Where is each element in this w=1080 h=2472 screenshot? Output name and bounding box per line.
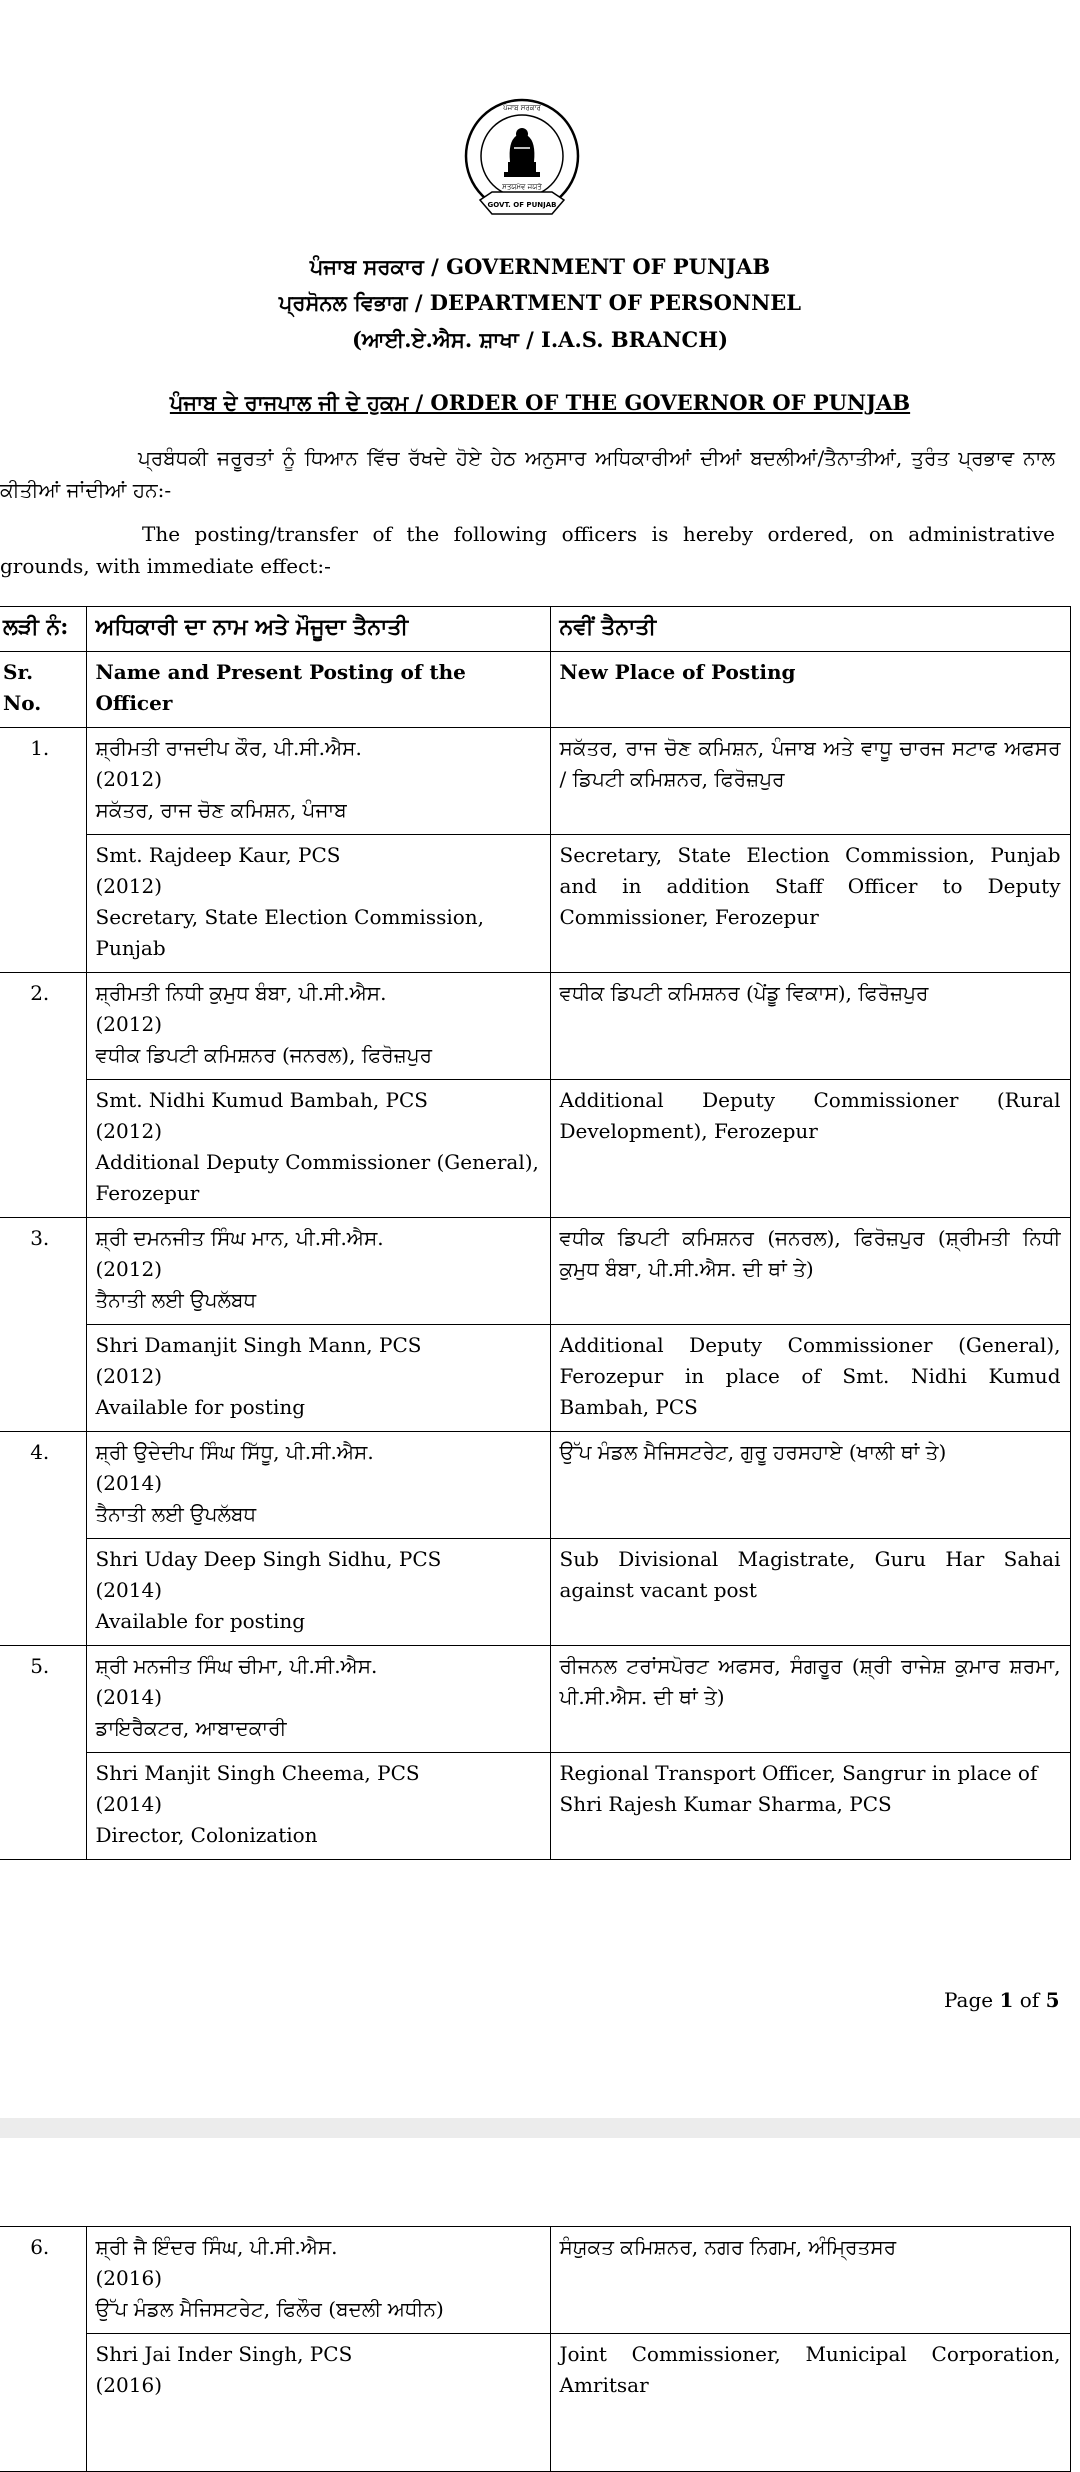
officer-english — [86, 1080, 550, 1218]
present-posting: Director, Colonization — [95, 1823, 318, 1847]
serial-number: 4. — [0, 1432, 86, 1646]
officer-name: Shri Jai Inder Singh, PCS — [95, 2342, 353, 2366]
officer-batch: (2012) — [95, 874, 163, 898]
officer-english — [86, 1325, 550, 1432]
officer-punjabi — [86, 1646, 550, 1753]
table-row — [0, 973, 1070, 1080]
new-posting: ਰੀਜਨਲ ਟਰਾਂਸਪੋਰਟ ਅਫਸਰ, ਸੰਗਰੂਰ (ਸ਼੍ਰੀ ਰਾਜੇਸ਼ ਕੁਮਾਰ ਸ਼ਰਮਾ, ਪੀ.ਸੀ.ਐਸ. ਦੀ ਥਾਂ ਤੇ) — [550, 1646, 1070, 1753]
new-posting: ਸੰਯੁਕਤ ਕਮਿਸ਼ਨਰ, ਨਗਰ ਨਿਗਮ, ਅੰਮ੍ਰਿਤਸਰ — [550, 2227, 1070, 2334]
officer-batch: (2016) — [95, 2266, 163, 2290]
officer-name: Smt. Rajdeep Kaur, PCS — [95, 843, 341, 867]
officer-batch: (2014) — [95, 1471, 163, 1495]
officer-name: Shri Damanjit Singh Mann, PCS — [95, 1333, 422, 1357]
table-header-row-english — [0, 652, 1070, 728]
table-row — [0, 1753, 1070, 1860]
officer-name: ਸ਼੍ਰੀ ਮਨਜੀਤ ਸਿੰਘ ਚੀਮਾ, ਪੀ.ਸੀ.ਐਸ. — [95, 1654, 378, 1678]
present-posting: ਸਕੱਤਰ, ਰਾਜ ਚੋਣ ਕਮਿਸ਼ਨ, ਪੰਜਾਬ — [95, 798, 347, 822]
header-name-english: Name and Present Posting of the Officer — [86, 652, 550, 728]
new-posting: Additional Deputy Commissioner (General), Ferozepur in place of Smt. Nidhi Kumud Bambah, PCS — [550, 1325, 1070, 1432]
present-posting: Available for posting — [95, 1395, 306, 1419]
table-row — [0, 1646, 1070, 1753]
present-posting: Available for posting — [95, 1609, 306, 1633]
present-posting: ਡਾਇਰੈਕਟਰ, ਆਬਾਦਕਾਰੀ — [95, 1716, 287, 1740]
new-posting: ਵਧੀਕ ਡਿਪਟੀ ਕਮਿਸ਼ਨਰ (ਜਨਰਲ), ਫਿਰੋਜ਼ਪੁਰ (ਸ਼੍ਰੀਮਤੀ ਨਿਧੀ ਕੁਮੁਧ ਬੰਬਾ, ਪੀ.ਸੀ.ਐਸ. ਦੀ ਥਾਂ ਤੇ) — [550, 1218, 1070, 1325]
officer-batch: (2014) — [95, 1578, 163, 1602]
table-row — [0, 1325, 1070, 1432]
present-posting: ਤੈਨਾਤੀ ਲਈ ਉਪਲੱਬਧ — [95, 1288, 257, 1312]
officer-name: Smt. Nidhi Kumud Bambah, PCS — [95, 1088, 429, 1112]
page-separator — [0, 2118, 1080, 2138]
new-posting: Sub Divisional Magistrate, Guru Har Sahai against vacant post — [550, 1539, 1070, 1646]
document-page-2 — [0, 2138, 1080, 2412]
present-posting: ਤੈਨਾਤੀ ਲਈ ਉਪਲੱਬਧ — [95, 1502, 257, 1526]
table-row — [0, 1080, 1070, 1218]
header-sr-punjabi: ਲੜੀ ਨੰ: — [0, 607, 86, 652]
intro-english: The posting/transfer of the following officers is hereby ordered, on administrative grounds, with immediate effect:- — [0, 522, 1055, 578]
officer-punjabi — [86, 1432, 550, 1539]
svg-text:GOVT. OF PUNJAB: GOVT. OF PUNJAB — [487, 201, 557, 209]
serial-number: 6. — [0, 2227, 86, 2472]
officer-name: ਸ਼੍ਰੀਮਤੀ ਰਾਜਦੀਪ ਕੌਰ, ਪੀ.ਸੀ.ਐਸ. — [95, 736, 362, 760]
new-posting: Secretary, State Election Commission, Punjab and in addition Staff Officer to Deputy Commissioner, Ferozepur — [550, 835, 1070, 973]
header-sr-english: Sr. No. — [0, 652, 86, 728]
new-posting: ਵਧੀਕ ਡਿਪਟੀ ਕਮਿਸ਼ਨਰ (ਪੇਂਡੂ ਵਿਕਾਸ), ਫਿਰੋਜ਼ਪੁਰ — [550, 973, 1070, 1080]
officer-english — [86, 2334, 550, 2472]
postings-table-continued — [0, 2226, 1071, 2472]
page-number: Page 1 of 5 — [944, 1988, 1060, 2012]
new-posting: Joint Commissioner, Municipal Corporation, Amritsar — [550, 2334, 1070, 2472]
header-name-punjabi: ਅਧਿਕਾਰੀ ਦਾ ਨਾਮ ਅਤੇ ਮੌਜੂਦਾ ਤੈਨਾਤੀ — [86, 607, 550, 652]
table-header-row-punjabi — [0, 607, 1070, 652]
postings-table — [0, 606, 1071, 1860]
table-row — [0, 1539, 1070, 1646]
officer-punjabi — [86, 2227, 550, 2334]
officer-batch: (2012) — [95, 1257, 163, 1281]
table-row — [0, 728, 1070, 835]
header-department: ਪ੍ਰਸੋਨਲ ਵਿਭਾਗ / DEPARTMENT OF PERSONNEL — [278, 290, 802, 315]
officer-batch: (2012) — [95, 767, 163, 791]
order-title: ਪੰਜਾਬ ਦੇ ਰਾਜਪਾਲ ਜੀ ਦੇ ਹੁਕਮ / ORDER OF THE GOVERNOR OF PUNJAB — [169, 390, 911, 415]
officer-batch: (2016) — [95, 2373, 163, 2397]
new-posting: ਸਕੱਤਰ, ਰਾਜ ਚੋਣ ਕਮਿਸ਼ਨ, ਪੰਜਾਬ ਅਤੇ ਵਾਧੂ ਚਾਰਜ ਸਟਾਫ ਅਫਸਰ / ਡਿਪਟੀ ਕਮਿਸ਼ਨਰ, ਫਿਰੋਜ਼ਪੁਰ — [550, 728, 1070, 835]
header-new-english: New Place of Posting — [550, 652, 1070, 728]
officer-batch: (2014) — [95, 1792, 163, 1816]
serial-number: 1. — [0, 728, 86, 973]
officer-batch: (2014) — [95, 1685, 163, 1709]
table-row — [0, 2334, 1070, 2472]
table-row — [0, 1432, 1070, 1539]
officer-name: ਸ਼੍ਰੀ ਜੈ ਇੰਦਰ ਸਿੰਘ, ਪੀ.ਸੀ.ਐਸ. — [95, 2235, 338, 2259]
intro-punjabi: ਪ੍ਰਬੰਧਕੀ ਜਰੂਰਤਾਂ ਨੂੰ ਧਿਆਨ ਵਿੱਚ ਰੱਖਦੇ ਹੋਏ ਹੇਠ ਅਨੁਸਾਰ ਅਧਿਕਾਰੀਆਂ ਦੀਆਂ ਬਦਲੀਆਂ/ਤੈਨਾਤੀਆਂ, ਤੁਰੰਤ ਪ੍ਰਭਾਵ ਨਾਲ ਕੀਤੀਆਂ ਜਾਂਦੀਆਂ ਹਨ:- — [0, 446, 1055, 502]
present-posting: ਵਧੀਕ ਡਿਪਟੀ ਕਮਿਸ਼ਨਰ (ਜਨਰਲ), ਫਿਰੋਜ਼ਪੁਰ — [95, 1043, 433, 1067]
present-posting: Secretary, State Election Commission, Punjab — [95, 905, 485, 960]
officer-batch: (2012) — [95, 1119, 163, 1143]
new-posting: ਉੱਪ ਮੰਡਲ ਮੈਜਿਸਟਰੇਟ, ਗੁਰੂ ਹਰਸਹਾਏ (ਖਾਲੀ ਥਾਂ ਤੇ) — [550, 1432, 1070, 1539]
officer-name: Shri Uday Deep Singh Sidhu, PCS — [95, 1547, 442, 1571]
present-posting: ਉੱਪ ਮੰਡਲ ਮੈਜਿਸਟਰੇਟ, ਫਿਲੌਰ (ਬਦਲੀ ਅਧੀਨ) — [95, 2297, 444, 2321]
header-new-punjabi: ਨਵੀਂ ਤੈਨਾਤੀ — [550, 607, 1070, 652]
svg-text:ਪੰਜਾਬ ਸਰਕਾਰ: ਪੰਜਾਬ ਸਰਕਾਰ — [503, 104, 541, 112]
serial-number: 3. — [0, 1218, 86, 1432]
officer-punjabi — [86, 1218, 550, 1325]
serial-number: 2. — [0, 973, 86, 1218]
new-posting: Additional Deputy Commissioner (Rural Development), Ferozepur — [550, 1080, 1070, 1218]
officer-name: Shri Manjit Singh Cheema, PCS — [95, 1761, 420, 1785]
officer-name: ਸ਼੍ਰੀ ਉਦੇਦੀਪ ਸਿੰਘ ਸਿੱਧੂ, ਪੀ.ਸੀ.ਐਸ. — [95, 1440, 374, 1464]
officer-name: ਸ਼੍ਰੀਮਤੀ ਨਿਧੀ ਕੁਮੁਧ ਬੰਬਾ, ਪੀ.ਸੀ.ਐਸ. — [95, 981, 387, 1005]
table-row — [0, 835, 1070, 973]
table-row — [0, 2227, 1070, 2334]
officer-english — [86, 835, 550, 973]
serial-number: 5. — [0, 1646, 86, 1860]
svg-text:ਸਤਯਮੇਵ ਜਯਤੇ: ਸਤਯਮੇਵ ਜਯਤੇ — [502, 183, 542, 191]
header-government: ਪੰਜਾਬ ਸਰਕਾਰ / GOVERNMENT OF PUNJAB — [309, 254, 771, 279]
officer-punjabi — [86, 973, 550, 1080]
present-posting: Additional Deputy Commissioner (General), Ferozepur — [95, 1150, 539, 1205]
new-posting: Regional Transport Officer, Sangrur in place of Shri Rajesh Kumar Sharma, PCS — [550, 1753, 1070, 1860]
table-row — [0, 1218, 1070, 1325]
officer-punjabi — [86, 728, 550, 835]
government-emblem-icon — [462, 96, 582, 231]
header-branch: (ਆਈ.ਏ.ਐਸ. ਸ਼ਾਖਾ / I.A.S. BRANCH) — [351, 327, 729, 352]
officer-batch: (2012) — [95, 1012, 163, 1036]
officer-batch: (2012) — [95, 1364, 163, 1388]
officer-english — [86, 1539, 550, 1646]
officer-english — [86, 1753, 550, 1860]
officer-name: ਸ਼੍ਰੀ ਦਮਨਜੀਤ ਸਿੰਘ ਮਾਨ, ਪੀ.ਸੀ.ਐਸ. — [95, 1226, 384, 1250]
